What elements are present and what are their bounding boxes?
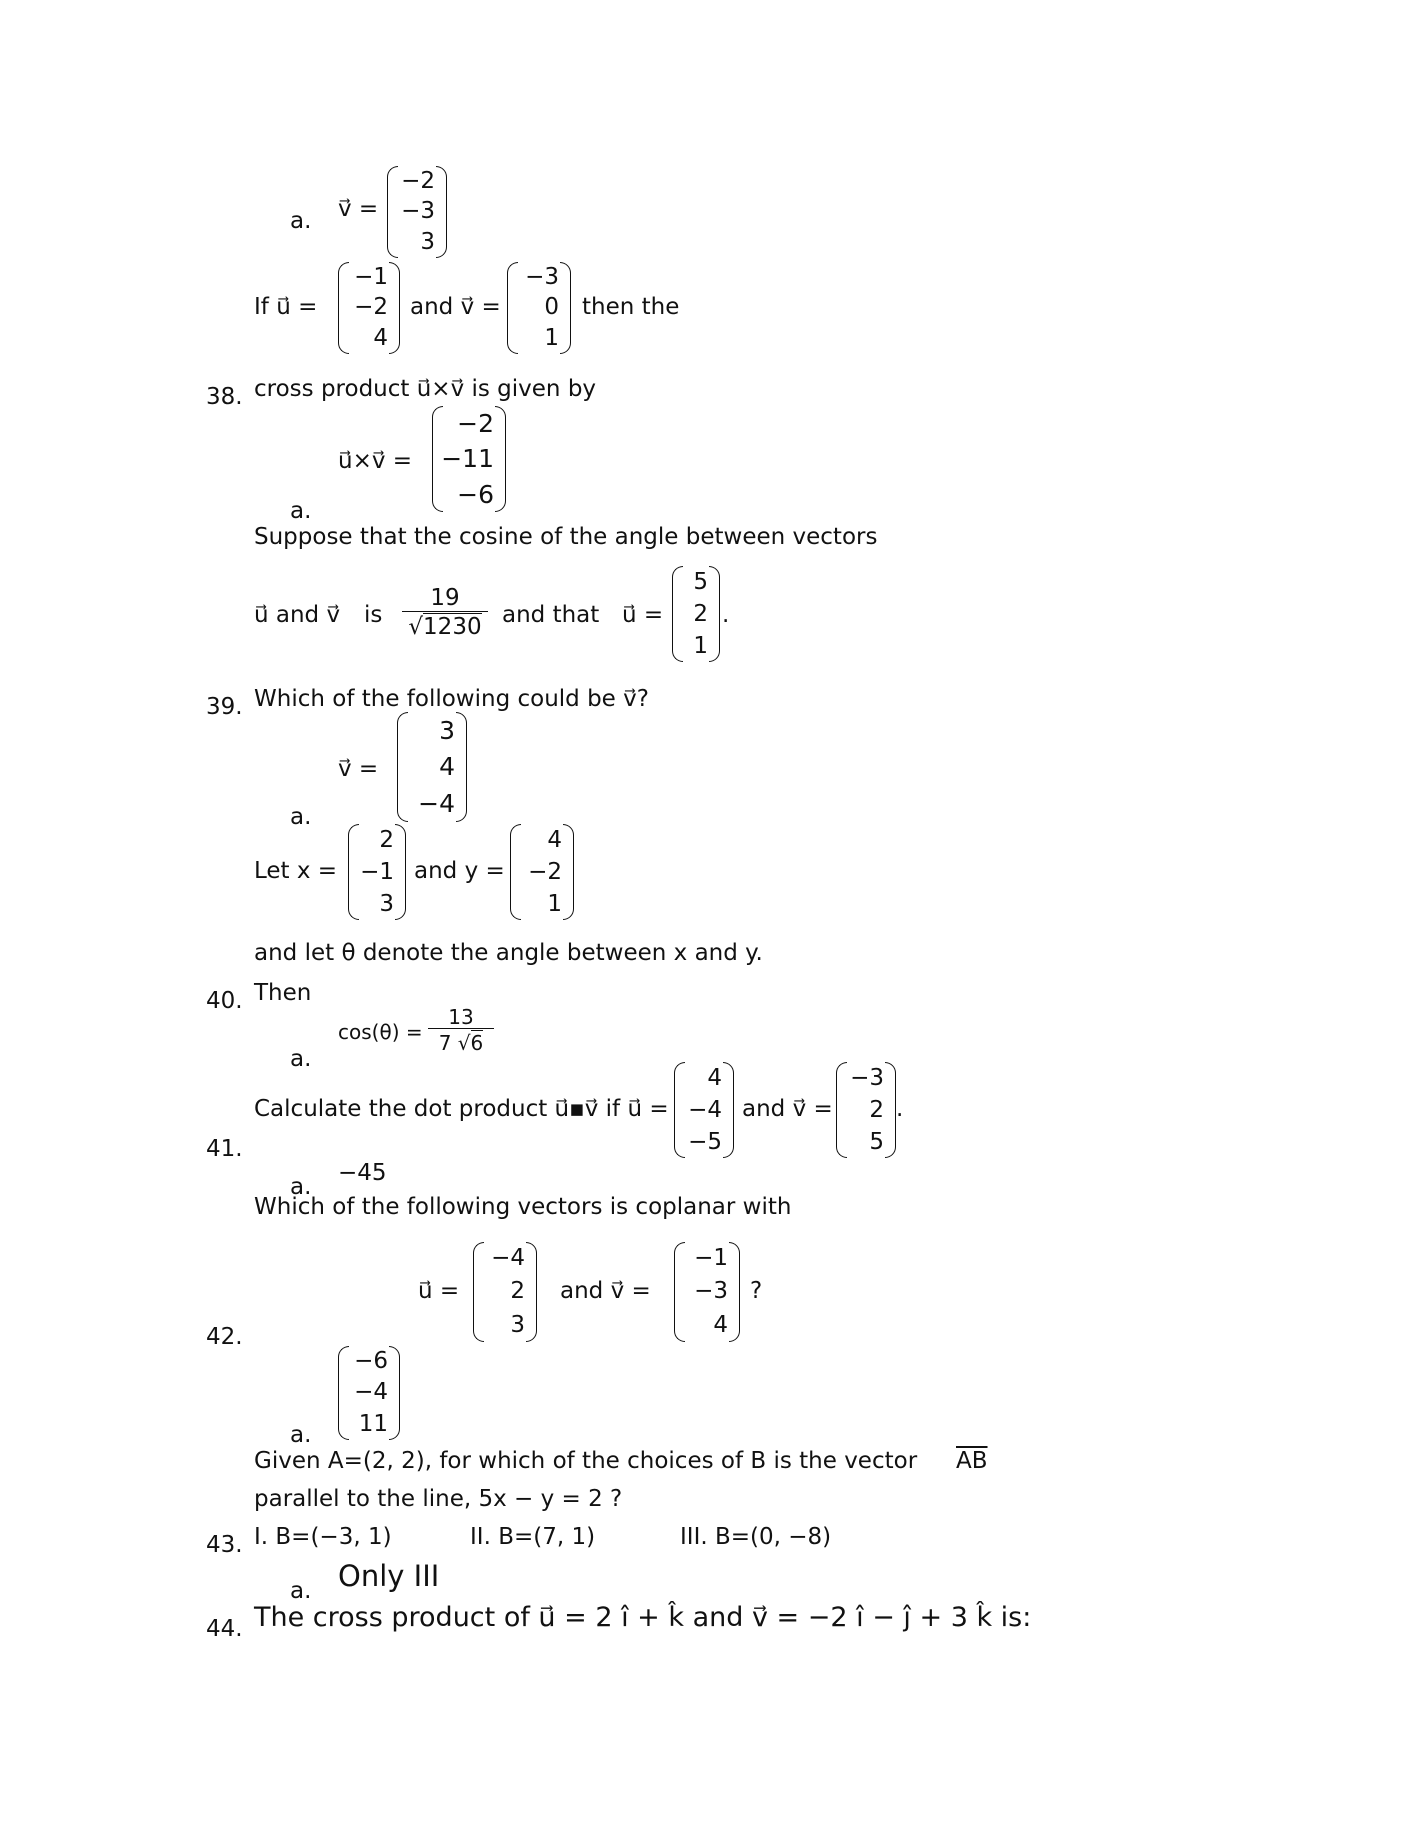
- vector-entry: −1: [694, 1245, 728, 1272]
- question-number: 42.: [206, 1324, 243, 1350]
- vector-entry: 0: [544, 294, 559, 321]
- question-number: 40.: [206, 988, 243, 1014]
- vector-entry: −1: [354, 263, 388, 290]
- vector-entry: 2: [510, 1278, 525, 1305]
- choice-3: III. B=(0, −8): [680, 1524, 832, 1550]
- vector-v: [674, 1242, 740, 1342]
- vector-x: [348, 824, 406, 920]
- q40-let-x: Let x =: [254, 858, 338, 884]
- q39-u-label: u⃗ =: [622, 602, 664, 628]
- period: .: [896, 1096, 904, 1122]
- vector-entry: −2: [354, 294, 388, 321]
- sqrt-icon: √: [457, 1031, 471, 1055]
- vector-entry: −4: [688, 1096, 722, 1123]
- q42-u-label: u⃗ =: [418, 1278, 460, 1304]
- vector-u: [672, 566, 720, 662]
- vector-entry: −11: [441, 444, 494, 474]
- vector-entry: −4: [418, 789, 455, 819]
- q38-then-text: then the: [582, 294, 680, 320]
- answer-label: a.: [290, 1422, 312, 1448]
- q40-and-y: and y =: [414, 858, 505, 884]
- choice-2: II. B=(7, 1): [470, 1524, 596, 1550]
- q38-and-v: and v⃗ =: [410, 294, 501, 320]
- period: .: [722, 602, 730, 628]
- vector-entry: −3: [525, 263, 559, 290]
- q38-line2: cross product u⃗×v⃗ is given by: [254, 376, 597, 402]
- answer-value: Only III: [338, 1559, 440, 1593]
- answer-label: a.: [290, 1578, 312, 1604]
- vector-entry: 3: [510, 1311, 525, 1338]
- vector-entry: −2: [528, 858, 562, 885]
- vector-v: [836, 1062, 896, 1158]
- vector-entry: 4: [373, 325, 388, 352]
- question-number: 44.: [206, 1616, 243, 1642]
- answer-label: a.: [290, 208, 312, 234]
- vector-entry: −6: [354, 1348, 388, 1375]
- answer-label: a.: [290, 1046, 312, 1072]
- vector-u: [674, 1062, 734, 1158]
- fraction-numerator: 19: [430, 585, 460, 611]
- q39-line3: Which of the following could be v⃗?: [254, 686, 649, 712]
- vector-entry: 4: [707, 1064, 722, 1091]
- vector-entry: 1: [693, 632, 708, 659]
- vector-entry: 2: [869, 1096, 884, 1123]
- answer-lhs: cos(θ) =: [338, 1020, 423, 1044]
- q39-and-that: and that: [502, 602, 600, 628]
- answer-label: a.: [290, 498, 312, 524]
- q42-and-v: and v⃗ =: [560, 1278, 651, 1304]
- answer-vector: [397, 712, 467, 822]
- q38-if-text: If u⃗ =: [254, 294, 318, 320]
- question-mark: ?: [750, 1278, 763, 1304]
- vector-ab: $\overline{AB}$: [956, 1448, 988, 1474]
- vector-entry: −5: [688, 1128, 722, 1155]
- vector-entry: 5: [693, 568, 708, 595]
- answer-fraction: [428, 1006, 494, 1054]
- answer-label: a.: [290, 804, 312, 830]
- vector-entry: −3: [694, 1278, 728, 1305]
- vector-entry: 4: [713, 1311, 728, 1338]
- fraction-denominator-radicand: 6: [470, 1031, 484, 1055]
- question-number: 38.: [206, 384, 243, 410]
- vector-entry: −4: [354, 1379, 388, 1406]
- answer-label: a.: [290, 1174, 312, 1200]
- q41-and-v: and v⃗ =: [742, 1096, 833, 1122]
- vector-entry: 3: [439, 715, 455, 745]
- choice-1: I. B=(−3, 1): [254, 1524, 392, 1550]
- vector-entry: 3: [379, 890, 394, 917]
- q42-line1: Which of the following vectors is coplanar with: [254, 1194, 792, 1220]
- vector-entry: −2: [457, 409, 494, 439]
- vector-v: [507, 262, 571, 354]
- q40-line2: and let θ denote the angle between x and y.: [254, 940, 763, 966]
- vector-u: [473, 1242, 537, 1342]
- vector-entry: 5: [869, 1128, 884, 1155]
- question-number: 41.: [206, 1136, 243, 1162]
- vector-entry: 4: [439, 752, 455, 782]
- fraction-denominator-coef: 7: [438, 1031, 452, 1055]
- sqrt-icon: √: [408, 614, 424, 641]
- vector-entry: −3: [401, 198, 435, 225]
- vector-entry: −4: [491, 1245, 525, 1272]
- q39-line1: Suppose that the cosine of the angle between vectors: [254, 524, 878, 550]
- vector-entry: −2: [401, 167, 435, 194]
- vector-entry: −6: [457, 479, 494, 509]
- vector-entry: 1: [547, 890, 562, 917]
- cosine-fraction: [402, 586, 488, 641]
- question-number: 39.: [206, 694, 243, 720]
- answer-lhs: v⃗ =: [338, 756, 379, 782]
- vector-entry: 3: [420, 229, 435, 256]
- vector-u: [338, 262, 400, 354]
- q39-is: is: [364, 602, 383, 628]
- fraction-denominator: 1230: [423, 614, 482, 641]
- answer-vector: [387, 166, 447, 258]
- answer-lhs: u⃗×v⃗ =: [338, 448, 413, 474]
- q43-line1: Given A=(2, 2), for which of the choices of B is the vector: [254, 1448, 918, 1474]
- question-number: 43.: [206, 1532, 243, 1558]
- fraction-numerator: 13: [448, 1005, 474, 1029]
- vector-entry: −3: [850, 1064, 884, 1091]
- q44-text: The cross product of u⃗ = 2 î + k̂ and v⃗ = −2 î − ĵ + 3 k̂ is:: [254, 1602, 1032, 1633]
- answer-vector: [432, 406, 506, 512]
- vector-y: [510, 824, 574, 920]
- vector-entry: −1: [360, 858, 394, 885]
- q43-line2: parallel to the line, 5x − y = 2 ?: [254, 1486, 623, 1512]
- answer-vector: [338, 1346, 400, 1440]
- q41-text: Calculate the dot product u⃗▪v⃗ if u⃗ =: [254, 1096, 669, 1122]
- answer-lhs: v⃗ =: [338, 196, 379, 222]
- answer-value: −45: [338, 1160, 387, 1186]
- vector-entry: 2: [693, 600, 708, 627]
- vector-entry: 4: [547, 826, 562, 853]
- q39-uv: u⃗ and v⃗: [254, 602, 341, 628]
- vector-entry: 11: [358, 1410, 388, 1437]
- q40-line3: Then: [254, 980, 312, 1006]
- vector-entry: 1: [544, 325, 559, 352]
- vector-entry: 2: [379, 826, 394, 853]
